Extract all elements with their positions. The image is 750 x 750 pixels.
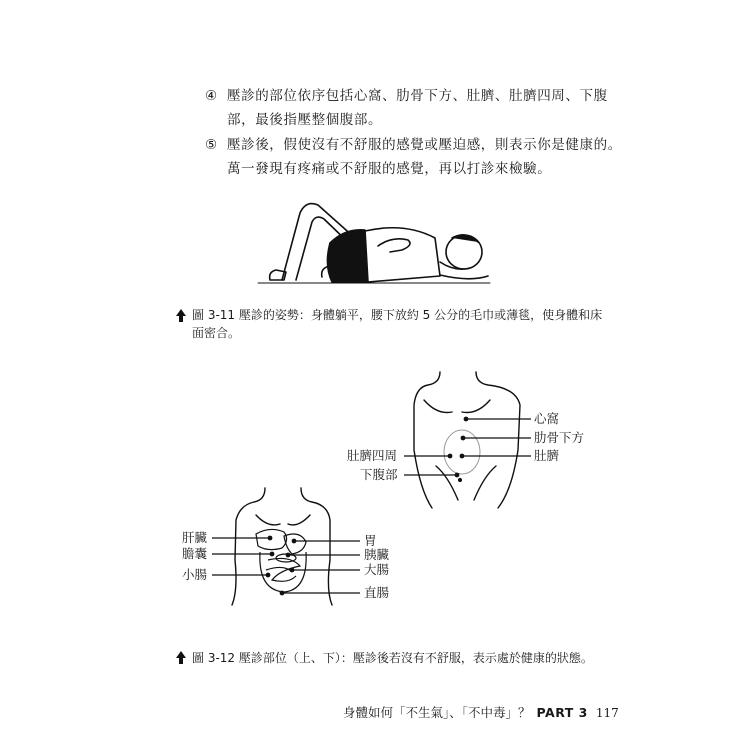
page-footer: [343, 703, 619, 721]
upper-torso-illustration: [414, 372, 520, 508]
footer-part: PART 3: [536, 705, 588, 720]
lying-person-illustration: [258, 204, 490, 283]
label-xiafubu: 下腹部: [360, 467, 398, 482]
figure-3-12-caption: 圖 3-12 壓診部位（上、下）：壓診後若沒有不舒服，表示處於健康的狀態。: [192, 651, 593, 665]
lower-leader-lines: [212, 538, 360, 593]
organs-illustration: [256, 529, 306, 592]
step-5-number: ⑤: [205, 137, 218, 153]
step-4-line-2: 部，最後指壓整個腹部。: [227, 112, 383, 128]
page-number: 117: [595, 706, 619, 720]
figure-3-11-caption-line-2: 面密合。: [192, 326, 241, 340]
step-5-line-2: 萬一發現有疼痛或不舒服的感覺，再以打診來檢驗。: [227, 161, 552, 177]
label-duqi-sizhou: 肚臍四周: [347, 448, 398, 463]
label-xinwo: 心窩: [534, 411, 560, 426]
label-dachang: 大腸: [364, 562, 390, 577]
label-zhichang: 直腸: [364, 585, 390, 600]
label-wei: 胃: [364, 533, 377, 548]
upper-leader-lines: [404, 419, 531, 475]
figure-3-11-caption-line-1: 圖 3-11 壓診的姿勢：身體躺平，腰下放約 5 公分的毛巾或薄毯，使身體和床: [192, 308, 603, 322]
step-4-number: ④: [205, 88, 218, 104]
step-4-line-1: 壓診的部位依序包括心窩、肋骨下方、肚臍、肚臍四周、下腹: [227, 88, 608, 104]
label-ganzang: 肝臟: [182, 530, 208, 545]
lower-torso-illustration: [232, 488, 332, 605]
step-5-line-1: 壓診後，假使沒有不舒服的感覺或壓迫感，則表示你是健康的。: [227, 137, 622, 153]
footer-title: 身體如何「不生氣」、「不中毒」？: [343, 705, 531, 720]
label-duqi: 肚臍: [534, 448, 560, 463]
caption-arrow-icons: [176, 309, 186, 664]
label-dannang: 膽囊: [182, 546, 208, 561]
label-leigu-xiafang: 肋骨下方: [534, 430, 585, 445]
label-xiaochang: 小腸: [182, 567, 208, 582]
label-yizang: 胰臟: [364, 547, 390, 562]
